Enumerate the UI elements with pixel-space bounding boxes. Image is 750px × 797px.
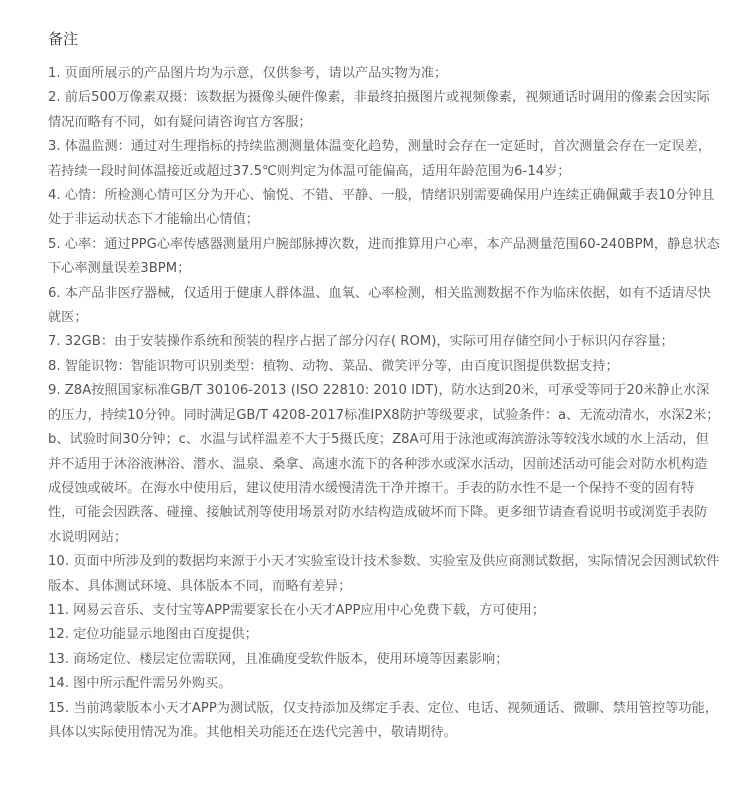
note-item-4: 4. 心情：所检测心情可区分为开心、愉悦、不错、平静、一般，情绪识别需要确保用户连续正确佩戴手表10分钟且处于非运动状态下才能输出心情值； bbox=[48, 188, 715, 228]
note-item-9: 9. Z8A按照国家标准GB/T 30106-2013 (ISO 22810: 2010 IDT)，防水达到20米，可承受等同于20米静止水深的压力，持续10分钟。同时满足GB/T 4208-2017标准IPX8防护等级要求，试验条件：a、无流动清水，水深2米； b、试验时间30分钟；c、水温与试样温差不大于5摄氏度；Z8A可用于泳池或海滨游泳等较浅水域的水上活动，但并不适用于沐浴液淋浴、潜水、温泉、桑拿、高速水流下的各种涉水或深水活动，因前述活动可能会对防水机构造成侵蚀或破坏。在海水中使用后，建议使用清水缓慢清洗干净并擦干。手表的防水性不是一个保持不变的固有特性，可能会因跌落、碰撞、接触试剂等使用场景对防水结构造成破坏而下降。更多细节请查看说明书或浏览手表防水说明网站； bbox=[48, 383, 720, 545]
note-item-14: 14. 图中所示配件需另外购买。 bbox=[48, 676, 232, 692]
note-item-12: 12. 定位功能显示地图由百度提供； bbox=[48, 627, 258, 643]
page-title: 备注 bbox=[48, 30, 79, 48]
note-item-11: 11. 网易云音乐、支付宝等APP需要家长在小天才APP应用中心免费下载，方可使用； bbox=[48, 602, 546, 618]
note-item-15: 15. 当前鸿蒙版本小天才APP为测试版，仅支持添加及绑定手表、定位、电话、视频通话、微聊、禁用管控等功能，具体以实际使用情况为准。其他相关功能还在迭代完善中，敬请期待。 bbox=[48, 700, 718, 740]
note-item-7: 7. 32GB：由于安装操作系统和预装的程序占据了部分闪存( ROM)，实际可用存储空间小于标识闪存容量； bbox=[48, 334, 674, 350]
note-item-3: 3. 体温监测：通过对生理指标的持续监测测量体温变化趋势，测量时会存在一定延时，首次测量会存在一定误差，若持续一段时间体温接近或超过37.5℃则判定为体温可能偏高，适用年龄范围为6-14岁； bbox=[48, 139, 711, 179]
note-item-2: 2. 前后500万像素双摄：该数据为摄像头硬件像素，非最终拍摄图片或视频像素，视频通话时调用的像素会因实际情况而略有不同，如有疑问请咨询官方客服； bbox=[48, 90, 710, 130]
note-item-13: 13. 商场定位、楼层定位需联网，且准确度受软件版本，使用环境等因素影响； bbox=[48, 651, 509, 667]
note-item-10: 10. 页面中所涉及到的数据均来源于小天才实验室设计技术参数、实验室及供应商测试数据，实际情况会因测试软件版本、具体测试环境、具体版本不同，而略有差异； bbox=[48, 554, 720, 594]
note-item-8: 8. 智能识物：智能识物可识别类型：植物、动物、菜品、微笑评分等，由百度识图提供数据支持； bbox=[48, 358, 619, 374]
notes-list bbox=[48, 62, 720, 745]
note-item-6: 6. 本产品非医疗器械，仅适用于健康人群体温、血氧、心率检测，相关监测数据不作为临床依据，如有不适请尽快就医； bbox=[48, 285, 711, 326]
note-item-1: 1. 页面所展示的产品图片均为示意，仅供参考，请以产品实物为准； bbox=[48, 66, 448, 81]
note-item-5: 5. 心率：通过PPG心率传感器测量用户腕部脉搏次数，进而推算用户心率，本产品测量范围60-240BPM，静息状态下心率测量误差3BPM； bbox=[48, 236, 720, 277]
